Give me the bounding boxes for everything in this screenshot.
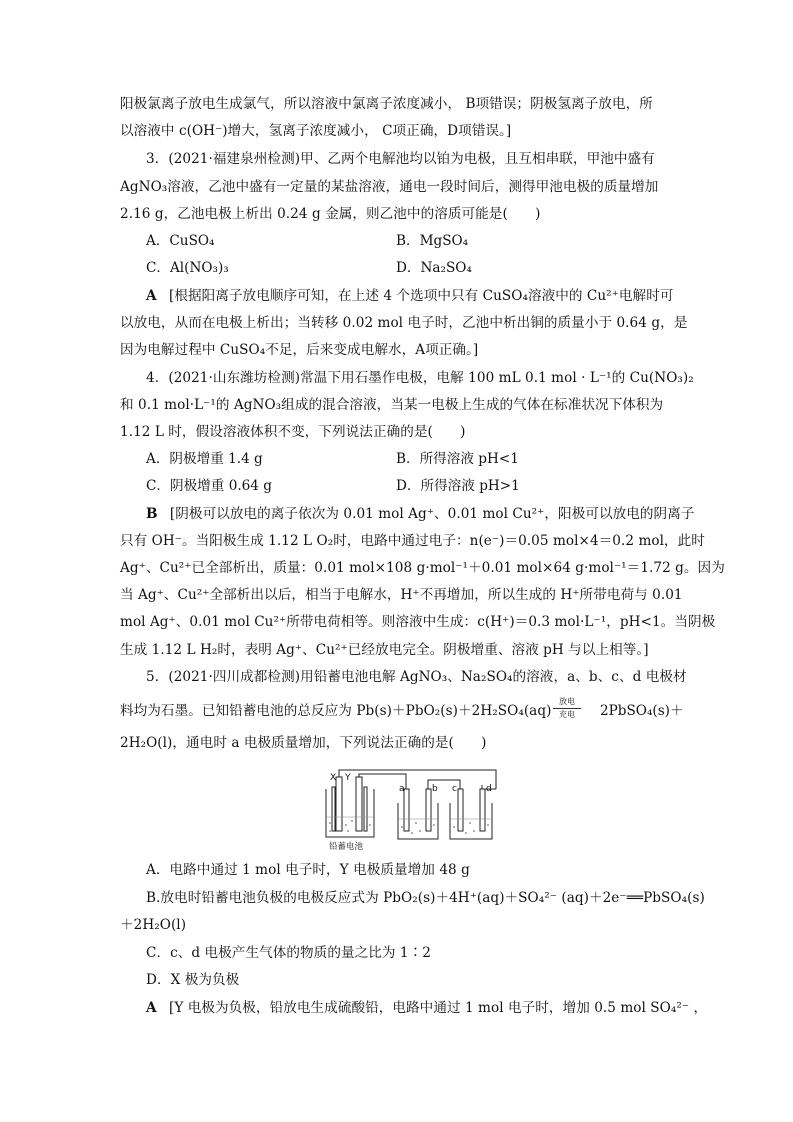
question-5-stem: 2H₂O(l)，通电时 a 电极质量增加，下列说法正确的是( ): [120, 735, 487, 751]
electrode-label-a: a: [399, 784, 405, 794]
answer-text: [阴极可以放电的离子依次为 0.01 mol Ag⁺、0.01 mol Cu²⁺，阳极可以放电的阴离子: [169, 506, 695, 522]
option-b: B.放电时铅蓄电池负极的电极反应式为 PbO₂(s)＋4H⁺(aq)＋SO₄²⁻ (aq)＋2e⁻══PbSO₄(s): [146, 890, 705, 906]
answer-explanation: 以放电，从而在电极上析出；当转移 0.02 mol 电子时，乙池中析出铜的质量小于 0.64 g，是: [120, 315, 688, 331]
answer-explanation: mol Ag⁺、0.01 mol Cu²⁺所带电荷相等。则溶液中生成：c(H⁺)＝0.3 mol·L⁻¹，pH<1。当阴极: [120, 614, 716, 630]
electrolysis-apparatus-diagram: [320, 765, 510, 855]
question-3-stem: 3．(2021·福建泉州检测)甲、乙两个电解池均以铂为电极，且互相串联，甲池中盛有: [146, 151, 655, 167]
answer-text: [Y 电极为负极，铅放电生成硫酸铅，电路中通过 1 mol 电子时，增加 0.5 mol SO₄²⁻ ，: [168, 1000, 708, 1016]
option-a: A．阴极增重 1.4 g: [146, 451, 263, 467]
text-line: 阳极氯离子放电生成氯气，所以溶液中氯离子浓度减小， B项错误；阴极氢离子放电，所: [120, 96, 653, 112]
discharge-label: 放电: [559, 697, 575, 706]
reversible-reaction-arrow: [553, 697, 581, 720]
electrode-label-y: Y: [345, 773, 351, 783]
answer-letter: B: [146, 506, 158, 522]
question-3-stem: 2.16 g，乙池电极上析出 0.24 g 金属，则乙池中的溶质可能是( ): [120, 206, 541, 222]
text-line: 以溶液中 c(OH⁻)增大，氢离子浓度减小， C项正确，D项错误。]: [120, 123, 512, 139]
question-5-stem: 5．(2021·四川成都检测)用铅蓄电池电解 AgNO₃、Na₂SO₄的溶液，a、b、c、d 电极材: [146, 669, 687, 685]
answer-explanation: [146, 504, 694, 524]
question-4-stem: 4．(2021·山东潍坊检测)常温下用石墨作电极，电解 100 mL 0.1 mol · L⁻¹的 Cu(NO₃)₂: [146, 370, 694, 386]
charge-label: 充电: [559, 710, 575, 719]
answer-letter: A: [146, 1000, 157, 1016]
battery-caption: 铅蓄电池: [329, 842, 364, 852]
option-a: A．电路中通过 1 mol 电子时，Y 电极质量增加 48 g: [146, 862, 470, 878]
question-5-stem: 料均为石墨。已知铅蓄电池的总反应为 Pb(s)＋PbO₂(s)＋2H₂SO₄(aq): [120, 703, 552, 719]
option-b: B．MgSO₄: [396, 233, 469, 249]
answer-explanation: Ag⁺、Cu²⁺已全部析出，质量：0.01 mol×108 g·mol⁻¹＋0.01 mol×64 g·mol⁻¹＝1.72 g。因为: [120, 560, 725, 576]
option-b: ＋2H₂O(l): [120, 917, 187, 933]
option-b: B．所得溶液 pH<1: [396, 451, 519, 467]
answer-explanation: 当 Ag⁺、Cu²⁺全部析出以后，相当于电解水，H⁺不再增加，所以生成的 H⁺所带电荷与 0.01: [120, 587, 683, 603]
option-d: D．X 极为负极: [146, 972, 240, 988]
option-d: D．所得溶液 pH>1: [396, 478, 520, 494]
answer-explanation: [146, 286, 673, 306]
question-4-stem: 1.12 L 时，假设溶液体积不变，下列说法正确的是( ): [120, 424, 466, 440]
electrode-label-d: d: [486, 784, 492, 794]
option-d: D．Na₂SO₄: [396, 260, 472, 276]
answer-explanation: 生成 1.12 L H₂时，表明 Ag⁺、Cu²⁺已经放电完全。阴极增重、溶液 pH 与以上相等。]: [120, 642, 649, 658]
question-5-stem: 2PbSO₄(s)＋: [600, 703, 684, 719]
answer-explanation: 因为电解过程中 CuSO₄不足，后来变成电解水，A项正确。]: [120, 342, 479, 358]
question-3-stem: AgNO₃溶液，乙池中盛有一定量的某盐溶液，通电一段时间后，测得甲池电极的质量增加: [120, 179, 659, 195]
answer-explanation: [146, 998, 707, 1018]
option-a: A．CuSO₄: [146, 233, 215, 249]
answer-explanation: 只有 OH⁻。当阳极生成 1.12 L O₂时，电路中通过电子：n(e⁻)＝0.05 mol×4＝0.2 mol，此时: [120, 533, 705, 549]
answer-letter: A: [146, 288, 157, 304]
answer-text: [根据阳离子放电顺序可知，在上述 4 个选项中只有 CuSO₄溶液中的 Cu²⁺电解时可: [168, 288, 674, 304]
electrode-label-b: b: [432, 784, 438, 794]
question-4-stem: 和 0.1 mol·L⁻¹的 AgNO₃组成的混合溶液，当某一电极上生成的气体在标准状况下体积为: [120, 397, 664, 413]
option-c: C．Al(NO₃)₃: [146, 260, 229, 276]
option-c: C．c、d 电极产生气体的物质的量之比为 1∶2: [146, 945, 431, 961]
option-c: C．阴极增重 0.64 g: [146, 478, 272, 494]
electrode-label-x: X: [330, 773, 337, 783]
electrode-label-c: c: [452, 784, 457, 794]
